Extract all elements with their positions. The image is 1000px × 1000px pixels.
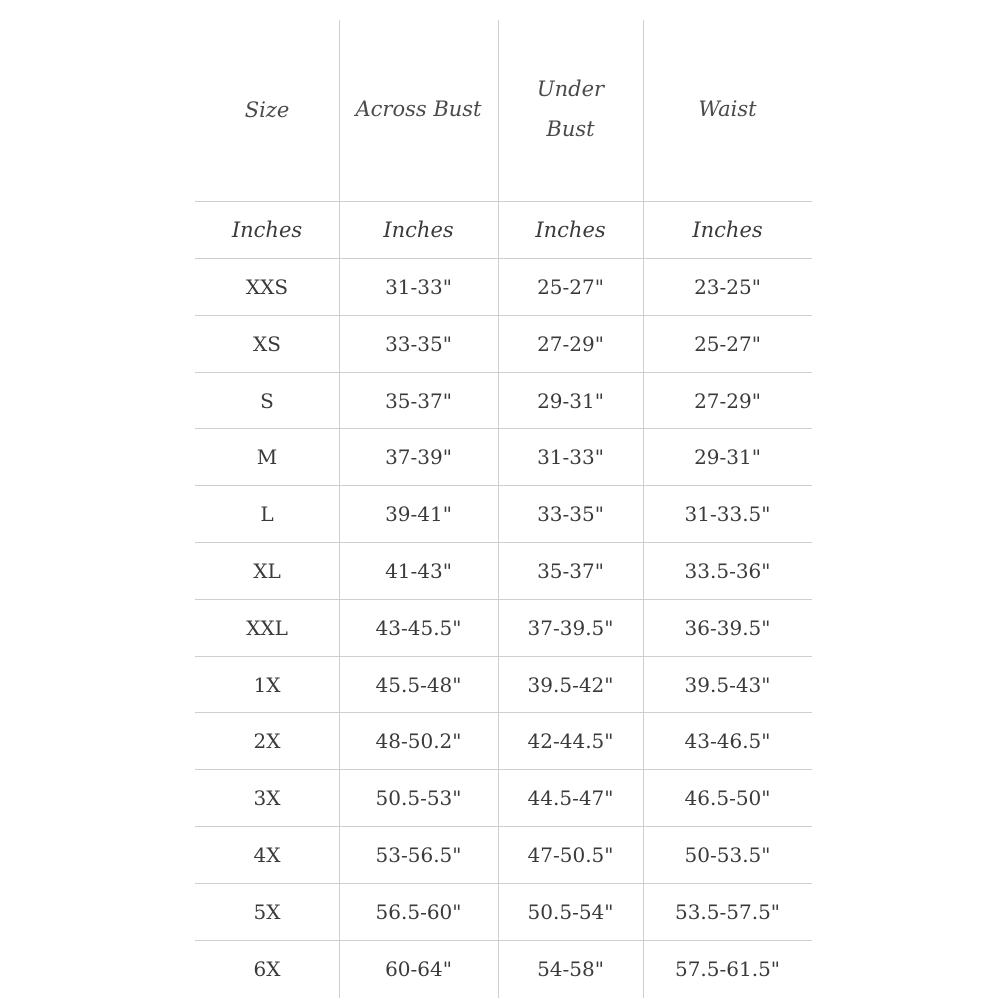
cell-size: XXS [245,274,289,299]
unit-under-bust: Inches [535,217,606,242]
cell-under-bust: 27-29" [537,331,604,356]
cell-waist: 36-39.5" [684,615,771,640]
table-row [195,372,812,429]
cell-size: L [260,501,274,526]
cell-across-bust: 45.5-48" [375,672,462,697]
cell-across-bust: 41-43" [385,558,452,583]
cell-waist: 39.5-43" [684,672,771,697]
cell-waist: 31-33.5" [684,501,771,526]
table-row [195,428,812,485]
table-row [195,258,812,315]
cell-across-bust: 50.5-53" [375,785,462,810]
cell-across-bust: 53-56.5" [375,842,462,867]
unit-across-bust: Inches [383,217,454,242]
cell-waist: 25-27" [694,331,761,356]
header-under-bust: Under Bust [536,76,605,141]
cell-across-bust: 33-35" [385,331,452,356]
units-row [195,201,812,258]
cell-across-bust: 35-37" [385,388,452,413]
cell-under-bust: 29-31" [537,388,604,413]
cell-waist: 23-25" [694,274,761,299]
table-row [195,542,812,599]
unit-waist: Inches [692,217,763,242]
cell-under-bust: 37-39.5" [527,615,614,640]
table-row [195,826,812,883]
size-chart-table [195,20,812,998]
cell-under-bust: 33-35" [537,501,604,526]
cell-under-bust: 39.5-42" [527,672,614,697]
header-row [195,20,812,201]
cell-waist: 27-29" [694,388,761,413]
cell-across-bust: 39-41" [385,501,452,526]
cell-across-bust: 31-33" [385,274,452,299]
cell-size: 4X [253,842,281,867]
table-row [195,485,812,542]
table-row [195,656,812,713]
cell-waist: 57.5-61.5" [674,956,781,981]
cell-waist: 29-31" [694,444,761,469]
table-row [195,940,812,997]
table-row [195,769,812,826]
cell-across-bust: 56.5-60" [375,899,462,924]
cell-waist: 50-53.5" [684,842,771,867]
cell-waist: 33.5-36" [684,558,771,583]
cell-across-bust: 43-45.5" [375,615,462,640]
cell-size: 1X [253,672,281,697]
cell-under-bust: 50.5-54" [527,899,614,924]
table-row [195,712,812,769]
cell-waist: 53.5-57.5" [674,899,781,924]
cell-under-bust: 35-37" [537,558,604,583]
cell-size: 3X [253,785,281,810]
cell-waist: 46.5-50" [684,785,771,810]
unit-size: Inches [231,217,303,242]
cell-across-bust: 60-64" [385,956,452,981]
cell-size: 5X [253,899,281,924]
cell-across-bust: 37-39" [385,444,452,469]
cell-under-bust: 47-50.5" [527,842,614,867]
cell-size: S [260,388,274,413]
cell-under-bust: 54-58" [537,956,604,981]
cell-size: XS [253,331,281,356]
table-row [195,315,812,372]
cell-size: XL [253,558,281,583]
cell-under-bust: 25-27" [537,274,604,299]
cell-size: XXL [246,615,288,640]
cell-size: 6X [253,956,281,981]
cell-under-bust: 42-44.5" [527,728,614,753]
cell-under-bust: 31-33" [537,444,604,469]
cell-under-bust: 44.5-47" [527,785,614,810]
cell-waist: 43-46.5" [684,728,771,753]
table-row [195,883,812,940]
cell-size: M [256,444,278,469]
header-waist: Waist [698,96,757,121]
cell-size: 2X [253,728,281,753]
header-size: Size [244,97,290,122]
cell-across-bust: 48-50.2" [375,728,462,753]
header-across-bust: Across Bust [355,96,482,121]
table-row [195,599,812,656]
